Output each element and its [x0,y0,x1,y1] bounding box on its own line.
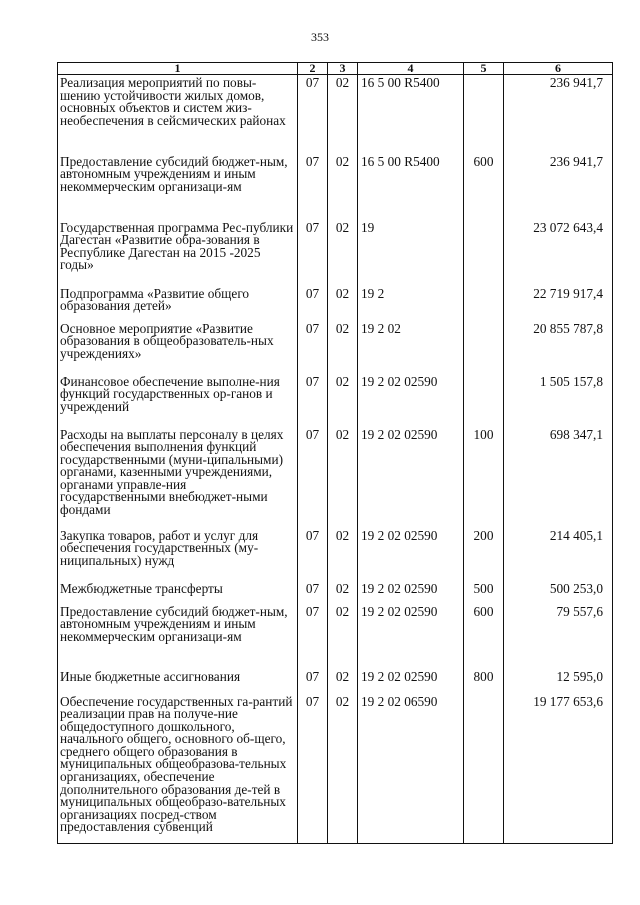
table-row [58,581,613,604]
row-subsection: 02 [328,374,358,427]
column-header-name: 1 [58,63,298,75]
row-expense-type [464,374,504,427]
table-header-row [58,63,613,75]
row-section: 07 [298,154,328,220]
row-expense-type: 800 [464,669,504,694]
row-section: 07 [298,75,328,154]
row-section: 07 [298,321,328,374]
row-name: Предоставление субсидий бюджет-ным, автономным учреждениям и иным некоммерческим организаци-ям [58,604,298,669]
row-amount: 20 855 787,8 [504,321,613,374]
row-section: 07 [298,528,328,581]
row-amount: 23 072 643,4 [504,220,613,286]
row-amount: 79 557,6 [504,604,613,669]
row-target-article: 19 2 02 02590 [358,669,464,694]
row-amount: 1 505 157,8 [504,374,613,427]
row-subsection: 02 [328,286,358,321]
row-expense-type: 500 [464,581,504,604]
row-expense-type: 600 [464,604,504,669]
row-name: Подпрограмма «Развитие общего образования детей» [58,286,298,321]
budget-table [57,62,613,844]
row-name: Реализация мероприятий по повы-шению устойчивости жилых домов, основных объектов и систем жиз-необеспечения в сейсмических районах [58,75,298,154]
row-target-article: 19 2 02 06590 [358,694,464,844]
table-row [58,528,613,581]
row-section: 07 [298,581,328,604]
row-name: Межбюджетные трансферты [58,581,298,604]
row-amount: 500 253,0 [504,581,613,604]
row-subsection: 02 [328,427,358,528]
row-target-article: 19 2 [358,286,464,321]
column-header-subsection: 3 [328,63,358,75]
row-name: Финансовое обеспечение выполне-ния функций государственных ор-ганов и учреждений [58,374,298,427]
row-expense-type: 600 [464,154,504,220]
table-row [58,374,613,427]
column-header-section: 2 [298,63,328,75]
table-row [58,154,613,220]
row-subsection: 02 [328,694,358,844]
table-row [58,604,613,669]
row-name: Государственная программа Рес-публики Дагестан «Развитие обра-зования в Республике Дагестан на 2015 -2025 годы» [58,220,298,286]
table-row [58,75,613,154]
table-row [58,427,613,528]
row-amount: 236 941,7 [504,75,613,154]
column-header-amount: 6 [504,63,613,75]
row-name: Обеспечение государственных га-рантий реализации прав на получе-ние общедоступного дошкольного, начального общего, основного об-щего, среднего общего образования в муниципальных общеобразова-тельных организациях, обеспечение дополнительного образования де-тей в муниципальных общеобразо-вательных организациях посред-ством предоставления субвенций [58,694,298,844]
row-target-article: 19 2 02 02590 [358,374,464,427]
row-name: Основное мероприятие «Развитие образования в общеобразователь-ных учреждениях» [58,321,298,374]
column-header-expense-type: 5 [464,63,504,75]
row-name: Закупка товаров, работ и услуг для обеспечения государственных (му-ниципальных) нужд [58,528,298,581]
row-section: 07 [298,220,328,286]
row-expense-type: 100 [464,427,504,528]
row-section: 07 [298,604,328,669]
table-row [58,286,613,321]
table-row [58,220,613,286]
row-subsection: 02 [328,154,358,220]
row-name: Расходы на выплаты персоналу в целях обеспечения выполнения функций государственными (муни-ципальными) органами, казенными учреждениями, органами управле-ния государственными внебюджет-ными фондами [58,427,298,528]
row-amount: 22 719 917,4 [504,286,613,321]
row-expense-type [464,321,504,374]
row-section: 07 [298,694,328,844]
row-section: 07 [298,427,328,528]
row-subsection: 02 [328,75,358,154]
row-section: 07 [298,374,328,427]
table-row [58,669,613,694]
row-target-article: 19 2 02 02590 [358,528,464,581]
table-row [58,321,613,374]
table-row [58,694,613,844]
row-target-article: 19 [358,220,464,286]
row-subsection: 02 [328,581,358,604]
row-amount: 19 177 653,6 [504,694,613,844]
row-section: 07 [298,669,328,694]
row-subsection: 02 [328,220,358,286]
row-expense-type [464,75,504,154]
row-expense-type: 200 [464,528,504,581]
row-section: 07 [298,286,328,321]
column-header-target-article: 4 [358,63,464,75]
row-target-article: 19 2 02 02590 [358,581,464,604]
row-expense-type [464,220,504,286]
row-name: Иные бюджетные ассигнования [58,669,298,694]
row-amount: 12 595,0 [504,669,613,694]
row-target-article: 16 5 00 R5400 [358,154,464,220]
row-expense-type [464,286,504,321]
row-subsection: 02 [328,604,358,669]
row-amount: 236 941,7 [504,154,613,220]
row-subsection: 02 [328,528,358,581]
page-number: 353 [311,30,329,44]
row-subsection: 02 [328,669,358,694]
row-target-article: 19 2 02 [358,321,464,374]
row-expense-type [464,694,504,844]
row-target-article: 19 2 02 02590 [358,604,464,669]
row-subsection: 02 [328,321,358,374]
row-target-article: 19 2 02 02590 [358,427,464,528]
row-amount: 698 347,1 [504,427,613,528]
row-target-article: 16 5 00 R5400 [358,75,464,154]
row-amount: 214 405,1 [504,528,613,581]
row-name: Предоставление субсидий бюджет-ным, автономным учреждениям и иным некоммерческим организаци-ям [58,154,298,220]
